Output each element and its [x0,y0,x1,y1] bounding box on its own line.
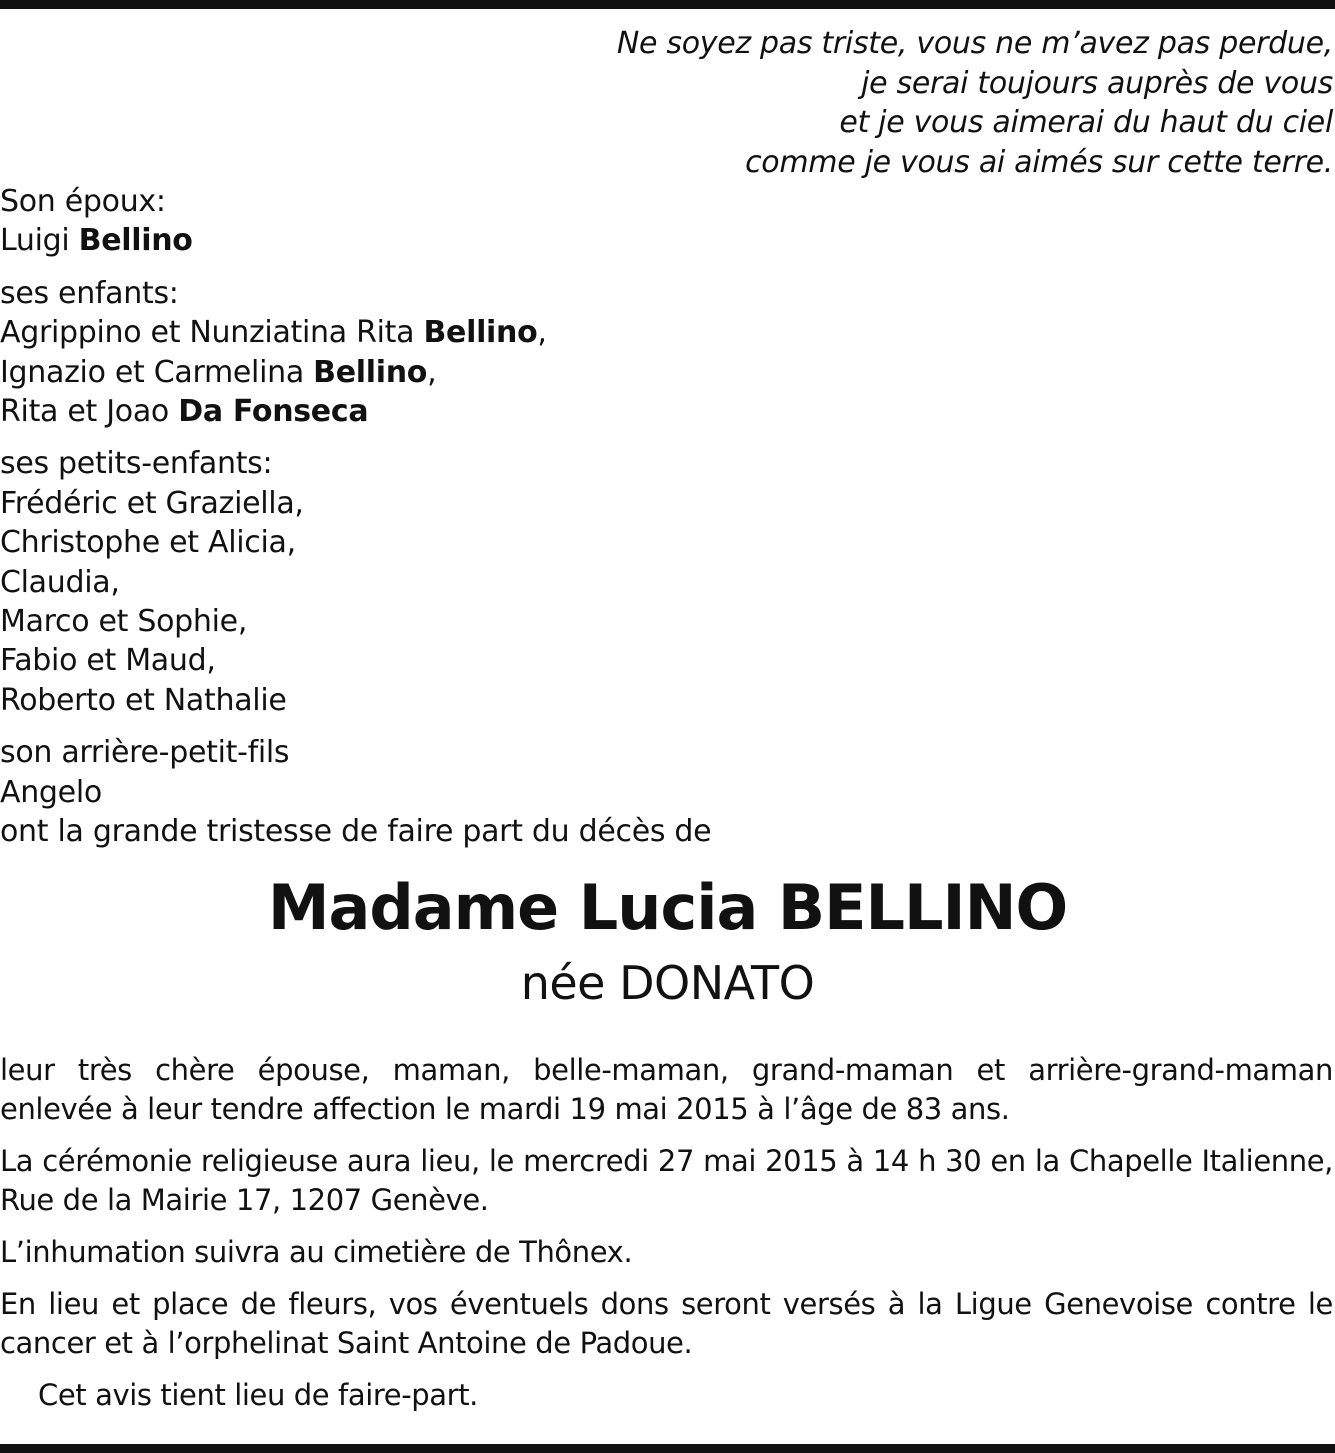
child-entry [0,313,1000,352]
children-group [0,274,1000,432]
family-list [0,182,1000,852]
child-first-names: Agrippino et Nunziatina Rita [0,315,415,351]
top-border-rule [0,0,1335,9]
child-first-names: Rita et Joao [0,394,169,430]
bottom-border-rule [0,1444,1335,1453]
notice-details [0,1051,1333,1415]
grandchildren-heading: ses petits-enfants: [0,446,273,482]
grandchild-entry: Christophe et Alicia, [0,525,296,561]
grandchildren-group [0,444,1000,720]
donations-paragraph: En lieu et place de fleurs, vos éventuels dons seront versés à la Ligue Genevoise contre le cancer et à l’orphelinat Saint Antoine de Padoue. [0,1287,1333,1360]
child-first-names: Ignazio et Carmelina [0,354,304,390]
grandchild-entry: Marco et Sophie, [0,604,248,640]
child-entry [0,392,1000,431]
ceremony-paragraph: La cérémonie religieuse aura lieu, le mercredi 27 mai 2015 à 14 h 30 en la Chapelle Italienne, Rue de la Mairie 17, 1207 Genève. [0,1144,1333,1217]
closing-line: Cet avis tient lieu de faire-part. [38,1378,478,1412]
epigraph-line: je serai toujours auprès de vous [861,65,1333,101]
deceased-name-block [0,865,1335,1015]
burial-paragraph: L’inhumation suivra au cimetière de Thônex. [0,1235,633,1269]
relationship-paragraph: leur très chère épouse, maman, belle-maman, grand-maman et arrière-grand-maman enlevée à leur tendre affection le mardi 19 mai 2015 à l’âge de 83 ans. [0,1053,1333,1126]
great-grandchild-heading: son arrière-petit-fils [0,735,290,771]
child-surname: Bellino [423,315,538,351]
deceased-full-name: Madame Lucia BELLINO [267,871,1068,944]
announcement-line: ont la grande tristesse de faire part du décès de [0,814,712,850]
grandchild-entry: Roberto et Nathalie [0,682,287,718]
epigraph-line: comme je vous ai aimés sur cette terre. [745,144,1333,180]
epigraph-line: et je vous aimerai du haut du ciel [839,105,1333,140]
spouse-group [0,182,1000,261]
spouse-name [0,221,1000,260]
great-grandchild-group [0,733,1000,851]
child-suffix: , [537,315,547,351]
grandchild-entry: Fabio et Maud, [0,643,216,679]
children-heading: ses enfants: [0,275,179,311]
child-suffix: , [427,354,437,390]
great-grandchild-name: Angelo [0,774,102,810]
grandchild-entry: Frédéric et Graziella, [0,485,304,521]
spouse-first-name: Luigi [0,223,70,259]
deceased-maiden-name: née DONATO [520,956,815,1010]
child-entry [0,353,1000,392]
child-surname: Da Fonseca [178,394,369,430]
epigraph-line: Ne soyez pas triste, vous ne m’avez pas perdue, [616,26,1333,61]
child-surname: Bellino [313,354,428,390]
spouse-heading: Son époux: [0,184,166,219]
spouse-surname: Bellino [78,223,193,259]
epigraph-poem [433,24,1333,182]
grandchild-entry: Claudia, [0,564,120,600]
